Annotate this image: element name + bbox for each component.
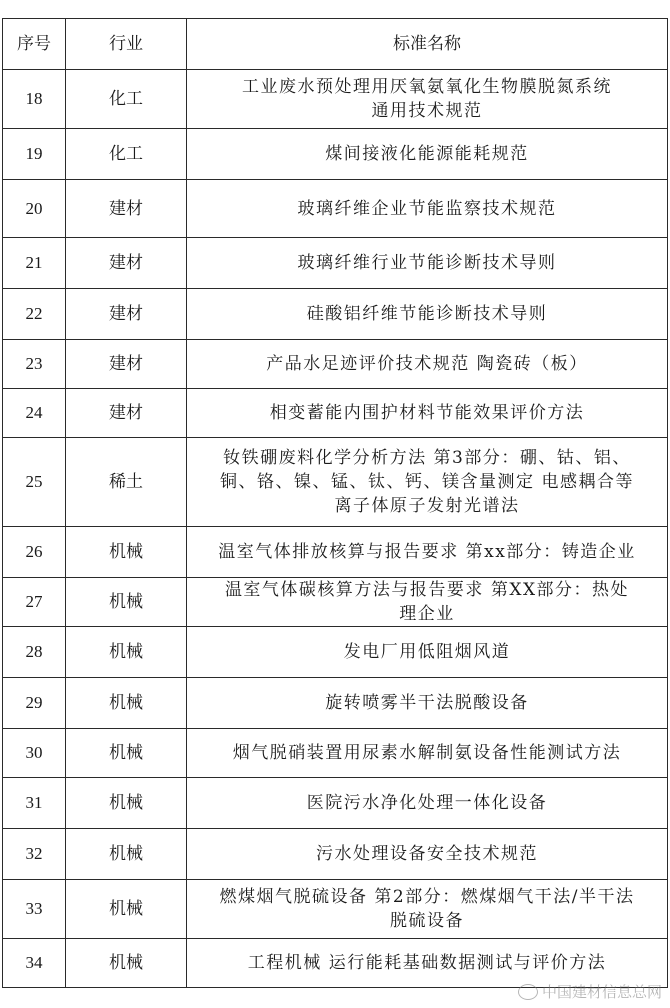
row-industry: 机械 (66, 678, 187, 729)
table-row (3, 70, 668, 129)
standard-name-line: 理企业 (399, 604, 455, 624)
row-industry: 建材 (66, 180, 187, 238)
row-number: 21 (3, 238, 66, 289)
row-number: 26 (3, 527, 66, 578)
row-industry: 机械 (66, 578, 187, 627)
standard-name-line: 脱硫设备 (390, 911, 464, 931)
standard-name-line: 产品水足迹评价技术规范 陶瓷砖（板） (266, 354, 588, 374)
row-number: 24 (3, 389, 66, 438)
row-standard-name (187, 778, 668, 829)
table-row (3, 527, 668, 578)
header-standard-name: 标准名称 (187, 19, 668, 70)
row-standard-name (187, 70, 668, 129)
row-standard-name (187, 238, 668, 289)
table-row (3, 180, 668, 238)
table-row (3, 880, 668, 939)
row-industry: 建材 (66, 389, 187, 438)
table-row (3, 438, 668, 527)
row-number: 20 (3, 180, 66, 238)
standard-name-line: 离子体原子发射光谱法 (334, 496, 520, 516)
row-number: 25 (3, 438, 66, 527)
standard-name-line: 温室气体碳核算方法与报告要求 第XX部分：热处 (224, 580, 630, 600)
row-standard-name (187, 627, 668, 678)
table-row (3, 578, 668, 627)
table-row (3, 389, 668, 438)
table-row (3, 939, 668, 988)
table-row (3, 729, 668, 778)
row-industry: 机械 (66, 729, 187, 778)
standards-table (2, 18, 668, 988)
standard-name-line: 工程机械 运行能耗基础数据测试与评价方法 (247, 953, 607, 973)
row-industry: 化工 (66, 129, 187, 180)
row-standard-name (187, 678, 668, 729)
standard-name-line: 污水处理设备安全技术规范 (316, 844, 538, 864)
watermark-text: 中国建材信息总网 (541, 983, 662, 1001)
standard-name-line: 硅酸铝纤维节能诊断技术导则 (306, 304, 548, 324)
row-number: 31 (3, 778, 66, 829)
standard-name-line: 工业废水预处理用厌氧氨氧化生物膜脱氮系统 (242, 77, 612, 97)
row-standard-name (187, 939, 668, 988)
row-industry: 机械 (66, 527, 187, 578)
row-number: 22 (3, 289, 66, 340)
header-industry: 行业 (66, 19, 187, 70)
standard-name-line: 铜、铬、镍、锰、钛、钙、镁含量测定 电感耦合等 (220, 472, 634, 492)
row-standard-name (187, 289, 668, 340)
table-row (3, 778, 668, 829)
row-industry: 化工 (66, 70, 187, 129)
row-standard-name (187, 438, 668, 527)
table-body (3, 70, 668, 988)
row-number: 32 (3, 829, 66, 880)
table-header-row (3, 19, 668, 70)
row-number: 29 (3, 678, 66, 729)
row-industry: 机械 (66, 778, 187, 829)
table-row (3, 627, 668, 678)
row-number: 33 (3, 880, 66, 939)
row-standard-name (187, 729, 668, 778)
row-number: 28 (3, 627, 66, 678)
row-standard-name (187, 829, 668, 880)
row-standard-name (187, 578, 668, 627)
standard-name-line: 旋转喷雾半干法脱酸设备 (325, 693, 529, 713)
standard-name-line: 煤间接液化能源能耗规范 (325, 144, 529, 164)
row-industry: 机械 (66, 939, 187, 988)
table-row (3, 289, 668, 340)
table-row (3, 238, 668, 289)
standard-name-line: 烟气脱硝装置用尿素水解制氨设备性能测试方法 (232, 743, 622, 763)
standard-name-line: 玻璃纤维企业节能监察技术规范 (297, 198, 557, 219)
row-number: 34 (3, 939, 66, 988)
row-industry: 稀土 (66, 438, 187, 527)
row-standard-name (187, 389, 668, 438)
row-standard-name (187, 129, 668, 180)
standard-name-line: 钕铁硼废料化学分析方法 第3部分：硼、钴、铝、 (223, 448, 631, 468)
row-standard-name (187, 340, 668, 389)
standard-name-line: 通用技术规范 (371, 101, 483, 121)
row-industry: 建材 (66, 340, 187, 389)
row-industry: 建材 (66, 238, 187, 289)
standard-name-line: 相变蓄能内围护材料节能效果评价方法 (269, 403, 585, 423)
table-row (3, 678, 668, 729)
row-number: 27 (3, 578, 66, 627)
standard-name-line: 医院污水净化处理一体化设备 (306, 793, 548, 813)
row-industry: 机械 (66, 880, 187, 939)
row-standard-name (187, 180, 668, 238)
row-industry: 建材 (66, 289, 187, 340)
standard-name-line: 温室气体排放核算与报告要求 第xx部分：铸造企业 (218, 542, 636, 562)
header-number: 序号 (3, 19, 66, 70)
row-standard-name (187, 880, 668, 939)
row-number: 19 (3, 129, 66, 180)
row-standard-name (187, 527, 668, 578)
row-number: 23 (3, 340, 66, 389)
table-row (3, 340, 668, 389)
standard-name-line: 燃煤烟气脱硫设备 第2部分：燃煤烟气干法/半干法 (219, 887, 635, 907)
table-row (3, 129, 668, 180)
row-number: 30 (3, 729, 66, 778)
row-industry: 机械 (66, 627, 187, 678)
standard-name-line: 玻璃纤维行业节能诊断技术导则 (297, 253, 557, 273)
row-number: 18 (3, 70, 66, 129)
standard-name-line: 发电厂用低阻烟风道 (343, 642, 511, 662)
row-industry: 机械 (66, 829, 187, 880)
table-row (3, 829, 668, 880)
